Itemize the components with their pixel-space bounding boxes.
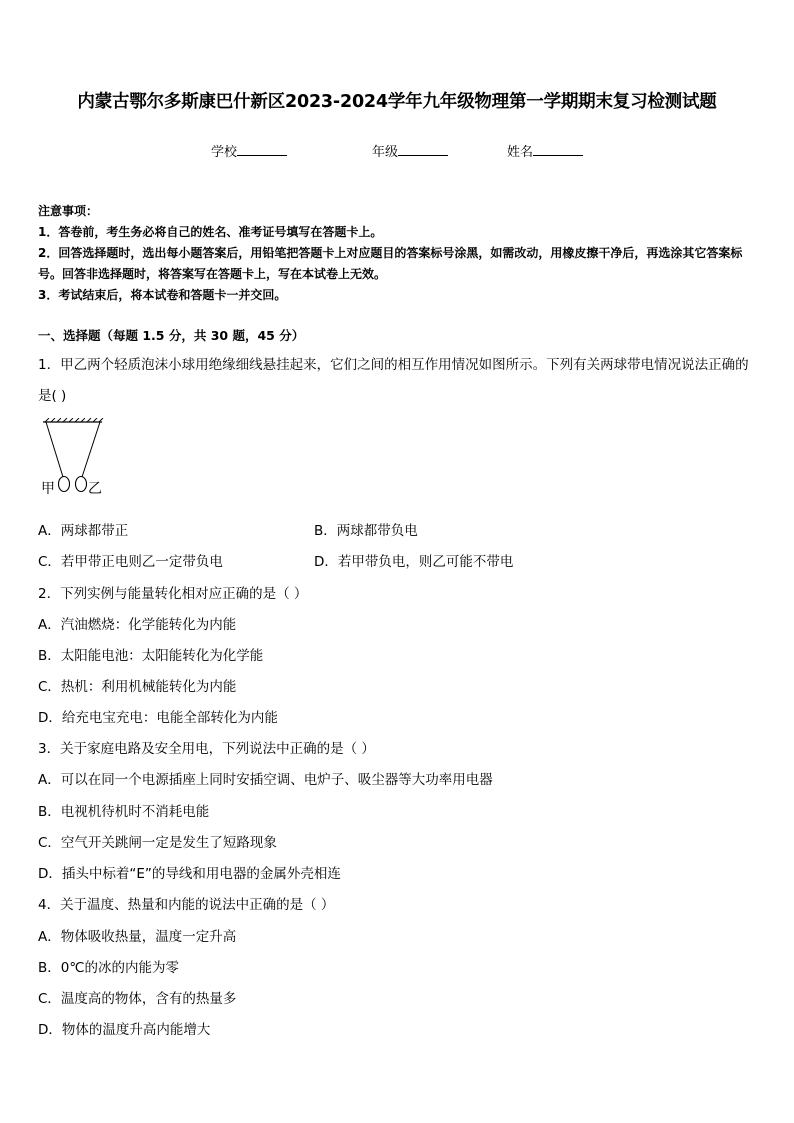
q2-option-b[interactable]: B．太阳能电池：太阳能转化为化学能 [38,648,264,664]
q4-option-b[interactable]: B．0℃的冰的内能为零 [38,960,180,976]
question-1-stem: 1．甲乙两个轻质泡沫小球用绝缘细线悬挂起来，它们之间的相互作用情况如图所示。下列有关两球带电情况说法正确的是( ) [38,357,749,404]
ball-yi [76,477,87,492]
q1-option-d[interactable]: D．若甲带负电，则乙可能不带电 [314,554,514,570]
q2-option-a[interactable]: A．汽油燃烧：化学能转化为内能 [38,617,237,633]
school-blank[interactable] [237,143,287,156]
label-jia: 甲 [41,481,55,497]
school-label: 学校 [211,145,238,160]
q1-option-a[interactable]: A．两球都带正 [38,523,129,539]
school-field[interactable] [211,141,287,160]
question-3-stem: 3．关于家庭电路及安全用电，下列说法中正确的是（ ） [38,741,375,757]
grade-field[interactable] [372,141,448,160]
question-4-stem: 4．关于温度、热量和内能的说法中正确的是（ ） [38,897,335,913]
notice-item-2: 2．回答选择题时，选出每小题答案后，用铅笔把答题卡上对应题目的答案标号涂黑，如需改动，用橡皮擦干净后，再选涂其它答案标号。回答非选择题时，将答案写在答题卡上，写在本试卷上无效。 [38,246,743,281]
question-2-stem: 2．下列实例与能量转化相对应正确的是（ ） [38,586,308,602]
q1-option-b[interactable]: B．两球都带负电 [314,523,418,539]
q4-option-d[interactable]: D．物体的温度升高内能增大 [38,1022,211,1038]
grade-label: 年级 [372,145,399,160]
q2-option-c[interactable]: C．热机：利用机械能转化为内能 [38,679,237,695]
q4-option-a[interactable]: A．物体吸收热量，温度一定升高 [38,929,237,945]
thread-left [46,422,63,477]
thread-right [82,422,100,477]
name-label: 姓名 [507,145,534,160]
q4-option-c[interactable]: C．温度高的物体，含有的热量多 [38,991,237,1007]
notice-item-3: 3．考试结束后，将本试卷和答题卡一并交回。 [38,288,287,302]
q3-option-a[interactable]: A．可以在同一个电源插座上同时安插空调、电炉子、吸尘器等大功率用电器 [38,772,493,788]
grade-blank[interactable] [398,143,448,156]
q1-option-c[interactable]: C．若甲带正电则乙一定带负电 [38,554,223,570]
q3-option-b[interactable]: B．电视机待机时不消耗电能 [38,804,210,820]
q3-option-c[interactable]: C．空气开关跳闸一定是发生了短路现象 [38,835,277,851]
page-title: 内蒙古鄂尔多斯康巴什新区2023-2024学年九年级物理第一学期期末复习检测试题 [77,92,717,112]
notice-item-1: 1．答卷前，考生务必将自己的姓名、准考证号填写在答题卡上。 [38,225,383,239]
q3-option-d[interactable]: D．插头中标着“E”的导线和用电器的金属外壳相连 [38,866,341,882]
notice-heading: 注意事项： [38,204,99,218]
ball-jia [59,477,70,492]
name-blank[interactable] [533,143,583,156]
section-heading: 一、选择题（每题 1.5 分，共 30 题，45 分） [38,328,305,343]
q2-option-d[interactable]: D．给充电宝充电：电能全部转化为内能 [38,710,278,726]
label-yi: 乙 [88,481,102,497]
name-field[interactable] [507,141,583,160]
pendulum-figure [38,418,108,500]
